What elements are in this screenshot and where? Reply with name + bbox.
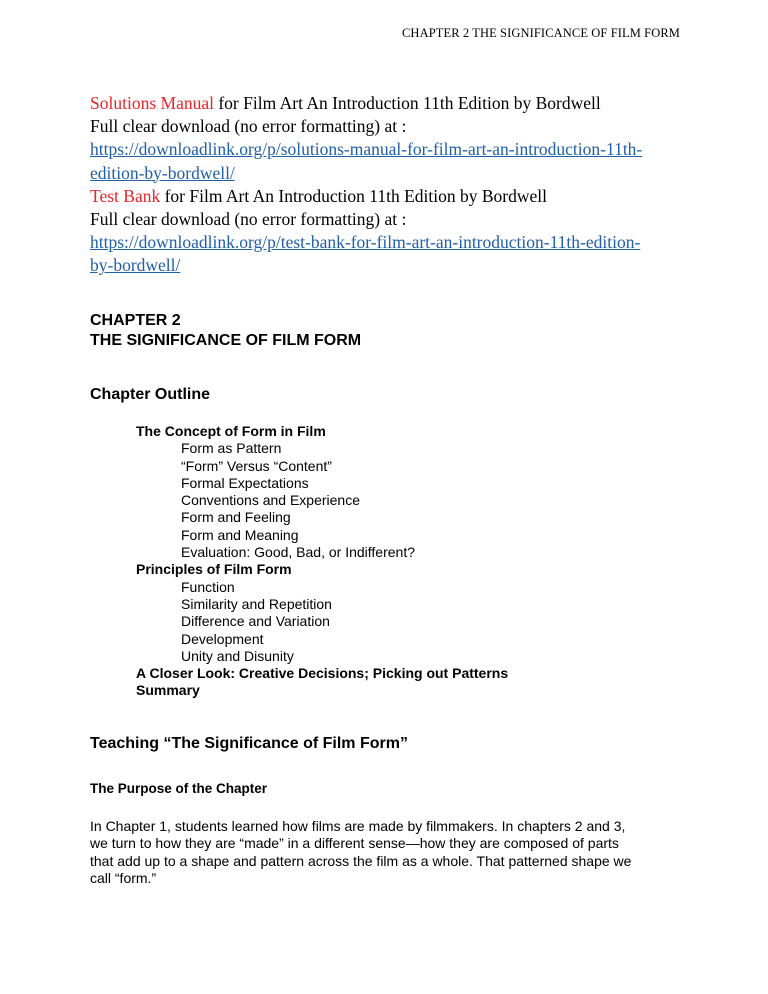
solutions-manual-label: Solutions Manual: [90, 93, 214, 113]
outline-item: Form and Feeling: [181, 509, 291, 526]
intro-block: [90, 92, 690, 278]
outline-item: “Form” Versus “Content”: [181, 457, 332, 474]
test-bank-line: [90, 185, 690, 208]
download-note: Full clear download (no error formatting) at :: [90, 116, 407, 137]
paragraph-line: In Chapter 1, students learned how films are made by filmmakers. In chapters 2 and 3,: [90, 818, 626, 834]
outline-section-title: The Concept of Form in Film: [136, 423, 326, 439]
paragraph-line: we turn to how they are “made” in a different sense—how they are composed of parts: [90, 835, 619, 852]
chapter-outline: [90, 423, 508, 700]
outline-item: Function: [181, 578, 235, 595]
download-note: Full clear download (no error formatting) at :: [90, 209, 407, 230]
purpose-heading: The Purpose of the Chapter: [90, 781, 268, 796]
outline-heading: Chapter Outline: [90, 386, 211, 403]
paragraph-line: that add up to a shape and pattern across the film as a whole. That patterned shape we: [90, 852, 632, 869]
outline-summary: Summary: [136, 682, 200, 699]
solutions-manual-line: [90, 92, 690, 115]
outline-closer-look: A Closer Look: Creative Decisions; Picking out Patterns: [136, 665, 509, 682]
paragraph-line: call “form.”: [90, 870, 157, 887]
teaching-heading: Teaching “The Significance of Film Form”: [90, 735, 408, 752]
outline-section-title: Principles of Film Form: [136, 561, 292, 578]
solutions-manual-title: for Film Art An Introduction 11th Edition by Bordwell: [213, 93, 601, 113]
purpose-paragraph: [90, 818, 690, 888]
outline-item: Form as Pattern: [181, 440, 282, 457]
outline-item: Formal Expectations: [181, 474, 309, 491]
test-bank-link-continued[interactable]: by-bordwell/: [90, 255, 181, 276]
outline-item: Conventions and Experience: [181, 492, 361, 509]
outline-item: Similarity and Repetition: [181, 595, 332, 612]
chapter-heading: [90, 311, 361, 351]
outline-item: Form and Meaning: [181, 526, 299, 543]
solutions-manual-link[interactable]: https://downloadlink.org/p/solutions-manual-for-film-art-an-introduction-11th-: [90, 139, 643, 160]
chapter-title: THE SIGNIFICANCE OF FILM FORM: [90, 332, 362, 349]
outline-item: Development: [181, 630, 264, 647]
outline-item: Evaluation: Good, Bad, or Indifferent?: [181, 544, 416, 561]
test-bank-label: Test Bank: [90, 185, 161, 206]
running-header: CHAPTER 2 THE SIGNIFICANCE OF FILM FORM: [402, 26, 681, 40]
test-bank-title: for Film Art An Introduction 11th Edition by Bordwell: [160, 185, 547, 206]
solutions-manual-link-continued[interactable]: edition-by-bordwell/: [90, 162, 235, 183]
test-bank-link[interactable]: https://downloadlink.org/p/test-bank-for-film-art-an-introduction-11th-edition-: [90, 232, 641, 253]
outline-item: Difference and Variation: [181, 613, 330, 630]
chapter-number: CHAPTER 2: [90, 312, 181, 329]
outline-item: Unity and Disunity: [181, 647, 294, 664]
